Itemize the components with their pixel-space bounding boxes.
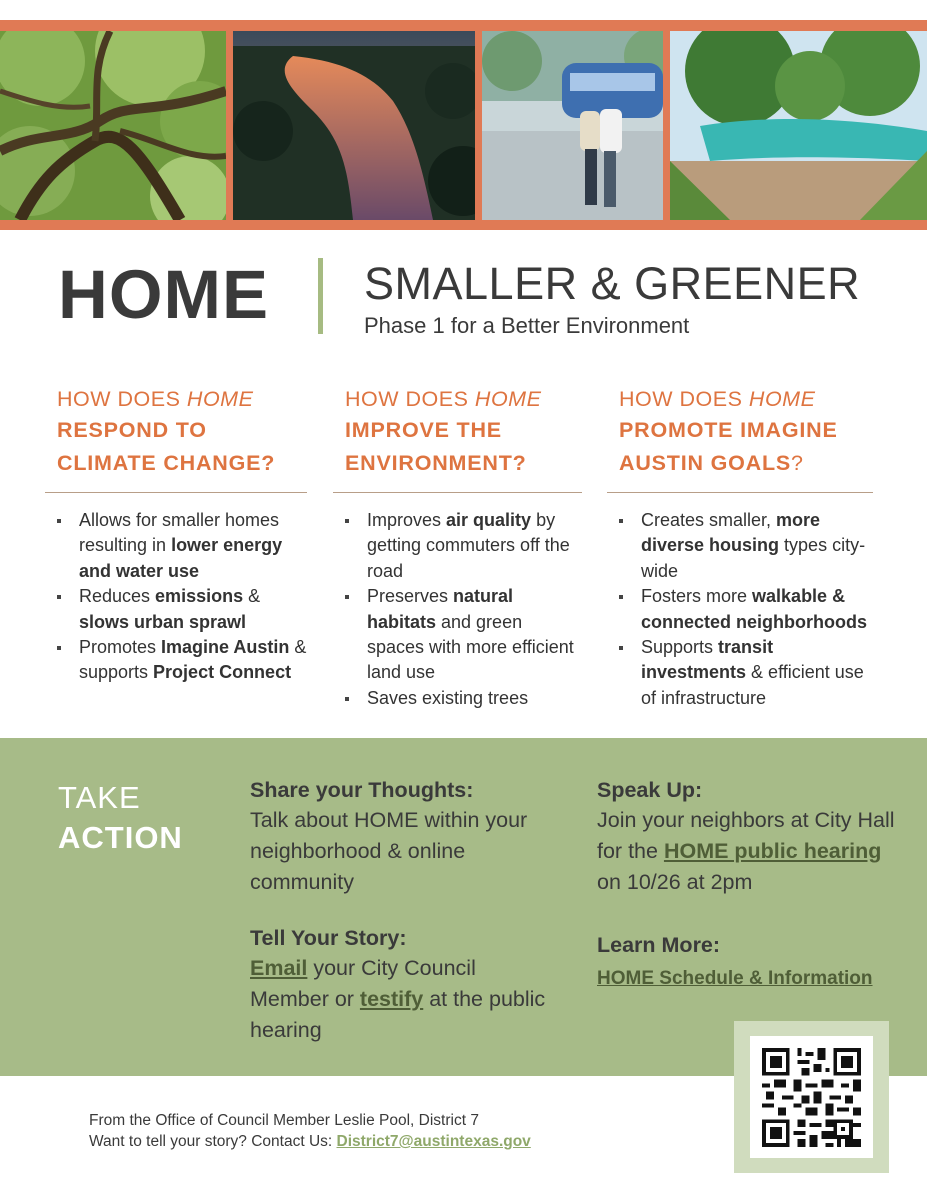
list-item: Reduces emissions & slows urban sprawl	[45, 584, 307, 635]
learn-more-title: Learn More:	[597, 933, 721, 957]
page-title: HOME	[58, 256, 269, 333]
speak-up-block	[597, 775, 897, 898]
column-divider	[607, 492, 873, 493]
bullet-list	[333, 508, 582, 711]
tell-story-block	[250, 923, 560, 1046]
column-question-line: PROMOTE IMAGINE	[619, 418, 838, 442]
email-link[interactable]: Email	[250, 956, 308, 980]
testify-link[interactable]: testify	[359, 987, 424, 1011]
list-item: Allows for smaller homes resulting in lower energy and water use	[45, 508, 307, 584]
lady-bird-lake-sunset-photo	[233, 31, 475, 220]
share-thoughts-title: Share your Thoughts:	[250, 778, 474, 802]
schedule-information-link[interactable]: HOME Schedule & Information	[597, 968, 873, 989]
column-climate-change	[45, 384, 307, 683]
tell-story-text: Email your City Council Member or testify at the public hearing	[250, 956, 546, 1042]
column-question-intro: HOW DOES HOME	[57, 387, 254, 411]
qr-code-icon	[762, 1048, 861, 1147]
footer-contact-line: Want to tell your story? Contact Us: District7@austintexas.gov	[89, 1133, 531, 1150]
list-item: Preserves natural habitats and green spaces with more efficient land use	[333, 584, 582, 686]
column-question-line: ENVIRONMENT?	[345, 451, 527, 475]
share-thoughts-block	[250, 775, 560, 898]
speak-up-text: Join your neighbors at City Hall for the HOME public hearing on 10/26 at 2pm	[597, 808, 895, 894]
column-question-intro: HOW DOES HOME	[619, 387, 816, 411]
list-item: Creates smaller, more diverse housing types city-wide	[607, 508, 873, 584]
column-question-line: AUSTIN GOALS?	[619, 451, 804, 475]
column-question-line: IMPROVE THE	[345, 418, 502, 442]
barton-springs-pool-photo	[670, 31, 927, 220]
column-imagine-austin	[607, 384, 873, 708]
learn-more-block	[597, 930, 907, 990]
column-question-line: CLIMATE CHANGE?	[57, 451, 276, 475]
column-environment	[333, 384, 582, 708]
bullet-list	[45, 508, 307, 686]
oak-tree-photo	[0, 31, 226, 220]
column-divider	[333, 492, 582, 493]
column-question-intro: HOW DOES HOME	[345, 387, 542, 411]
column-divider	[45, 492, 307, 493]
list-item: Saves existing trees	[333, 686, 582, 711]
speak-up-title: Speak Up:	[597, 778, 703, 802]
page-subtitle: SMALLER & GREENER	[364, 258, 861, 309]
contact-email-link[interactable]: District7@austintexas.gov	[336, 1133, 531, 1150]
take-action-heading-bold: ACTION	[58, 820, 183, 855]
title-divider	[318, 258, 323, 334]
take-action-heading: TAKE	[58, 780, 141, 815]
page-tagline: Phase 1 for a Better Environment	[364, 313, 690, 338]
footer-office-line: From the Office of Council Member Leslie Pool, District 7	[89, 1112, 479, 1129]
list-item: Fosters more walkable & connected neighborhoods	[607, 584, 873, 635]
column-question-line: RESPOND TO	[57, 418, 207, 442]
rail-station-commuters-photo	[482, 31, 663, 220]
list-item: Supports transit investments & efficient use of infrastructure	[607, 635, 873, 711]
qr-code-frame	[734, 1021, 889, 1173]
qr-code[interactable]	[750, 1036, 873, 1158]
bullet-list	[607, 508, 873, 711]
list-item: Improves air quality by getting commuters off the road	[333, 508, 582, 584]
share-thoughts-text: Talk about HOME within your neighborhood & online community	[250, 808, 528, 894]
photo-banner	[0, 20, 927, 230]
tell-story-title: Tell Your Story:	[250, 926, 407, 950]
list-item: Promotes Imagine Austin & supports Project Connect	[45, 635, 307, 686]
public-hearing-link[interactable]: HOME public hearing	[663, 839, 882, 863]
